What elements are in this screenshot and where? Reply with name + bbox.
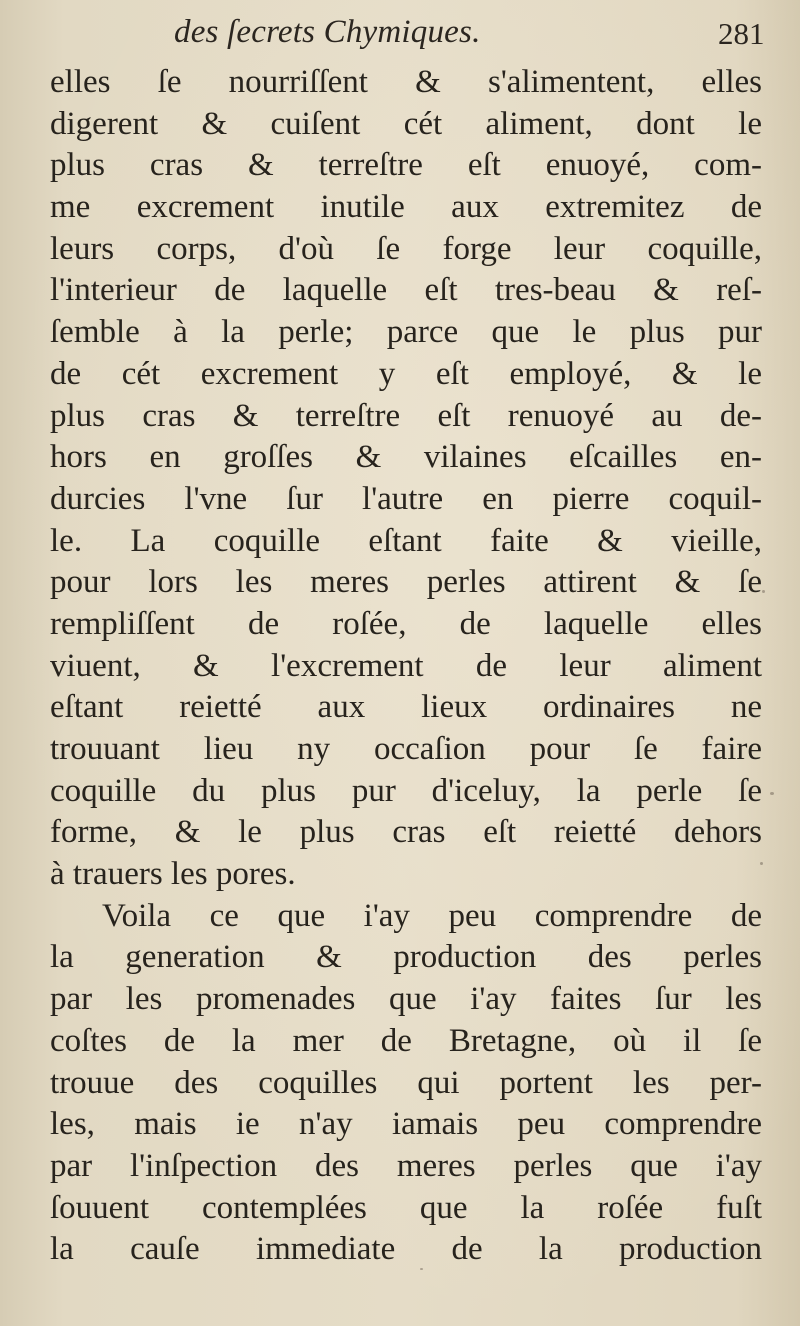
- text-line: coſtes de la mer de Bretagne, où il ſe: [50, 1022, 762, 1059]
- text-line: ſouuent contemplées que la roſée fuſt: [50, 1189, 762, 1226]
- text-line: elles ſe nourriſſent & s'alimentent, elles: [50, 64, 762, 100]
- text-line: forme, & le plus cras eſt reietté dehors: [50, 814, 762, 851]
- text-line: rempliſſent de roſée, de laquelle elles: [50, 605, 762, 642]
- text-line: plus cras & terreſtre eſt enuoyé, com-: [50, 147, 762, 184]
- text-line: par l'inſpection des meres perles que i'ay: [50, 1147, 762, 1184]
- text-line: le. La coquille eſtant faite & vieille,: [50, 522, 762, 559]
- text-line: trouuant lieu ny occaſion pour ſe faire: [50, 731, 762, 767]
- text-line: de cét excrement y eſt employé, & le: [50, 355, 762, 392]
- text-line: eſtant reietté aux lieux ordinaires ne: [50, 689, 762, 726]
- text-line: digerent & cuiſent cét aliment, dont le: [50, 105, 762, 142]
- text-line: l'interieur de laquelle eſt tres-beau & reſ-: [50, 272, 762, 309]
- text-line: ſemble à la perle; parce que le plus pur: [50, 314, 762, 351]
- running-title: des ſecrets Chymiques.: [174, 14, 481, 50]
- text-line: les, mais ie n'ay iamais peu comprendre: [50, 1106, 762, 1143]
- text-line: coquille du plus pur d'iceluy, la perle ſe: [50, 772, 762, 809]
- text-line: plus cras & terreſtre eſt renuoyé au de-: [50, 397, 762, 434]
- text-line: viuent, & l'excrement de leur aliment: [50, 647, 762, 684]
- text-line: pour lors les meres perles attirent & ſe: [50, 564, 762, 601]
- text-line: la cauſe immediate de la production: [50, 1231, 762, 1268]
- paper-speck: [420, 1268, 423, 1270]
- body-text: [50, 62, 762, 1271]
- text-line: la generation & production des perles: [50, 939, 762, 976]
- text-line: me excrement inutile aux extremitez de: [50, 189, 762, 226]
- paper-speck: [760, 862, 763, 865]
- text-line: Voila ce que i'ay peu comprendre de: [102, 897, 762, 934]
- paper-speck: [762, 590, 765, 593]
- text-line: trouue des coquilles qui portent les per-: [50, 1064, 762, 1101]
- page-number: 281: [718, 16, 765, 51]
- text-line: durcies l'vne ſur l'autre en pierre coquil-: [50, 480, 762, 517]
- text-line: leurs corps, d'où ſe forge leur coquille,: [50, 230, 762, 267]
- text-line: par les promenades que i'ay faites ſur les: [50, 981, 762, 1018]
- text-line: à trauers les pores.: [50, 856, 296, 893]
- text-line: hors en groſſes & vilaines eſcailles en-: [50, 439, 762, 476]
- paper-speck: [770, 792, 774, 795]
- page-header: [0, 14, 800, 66]
